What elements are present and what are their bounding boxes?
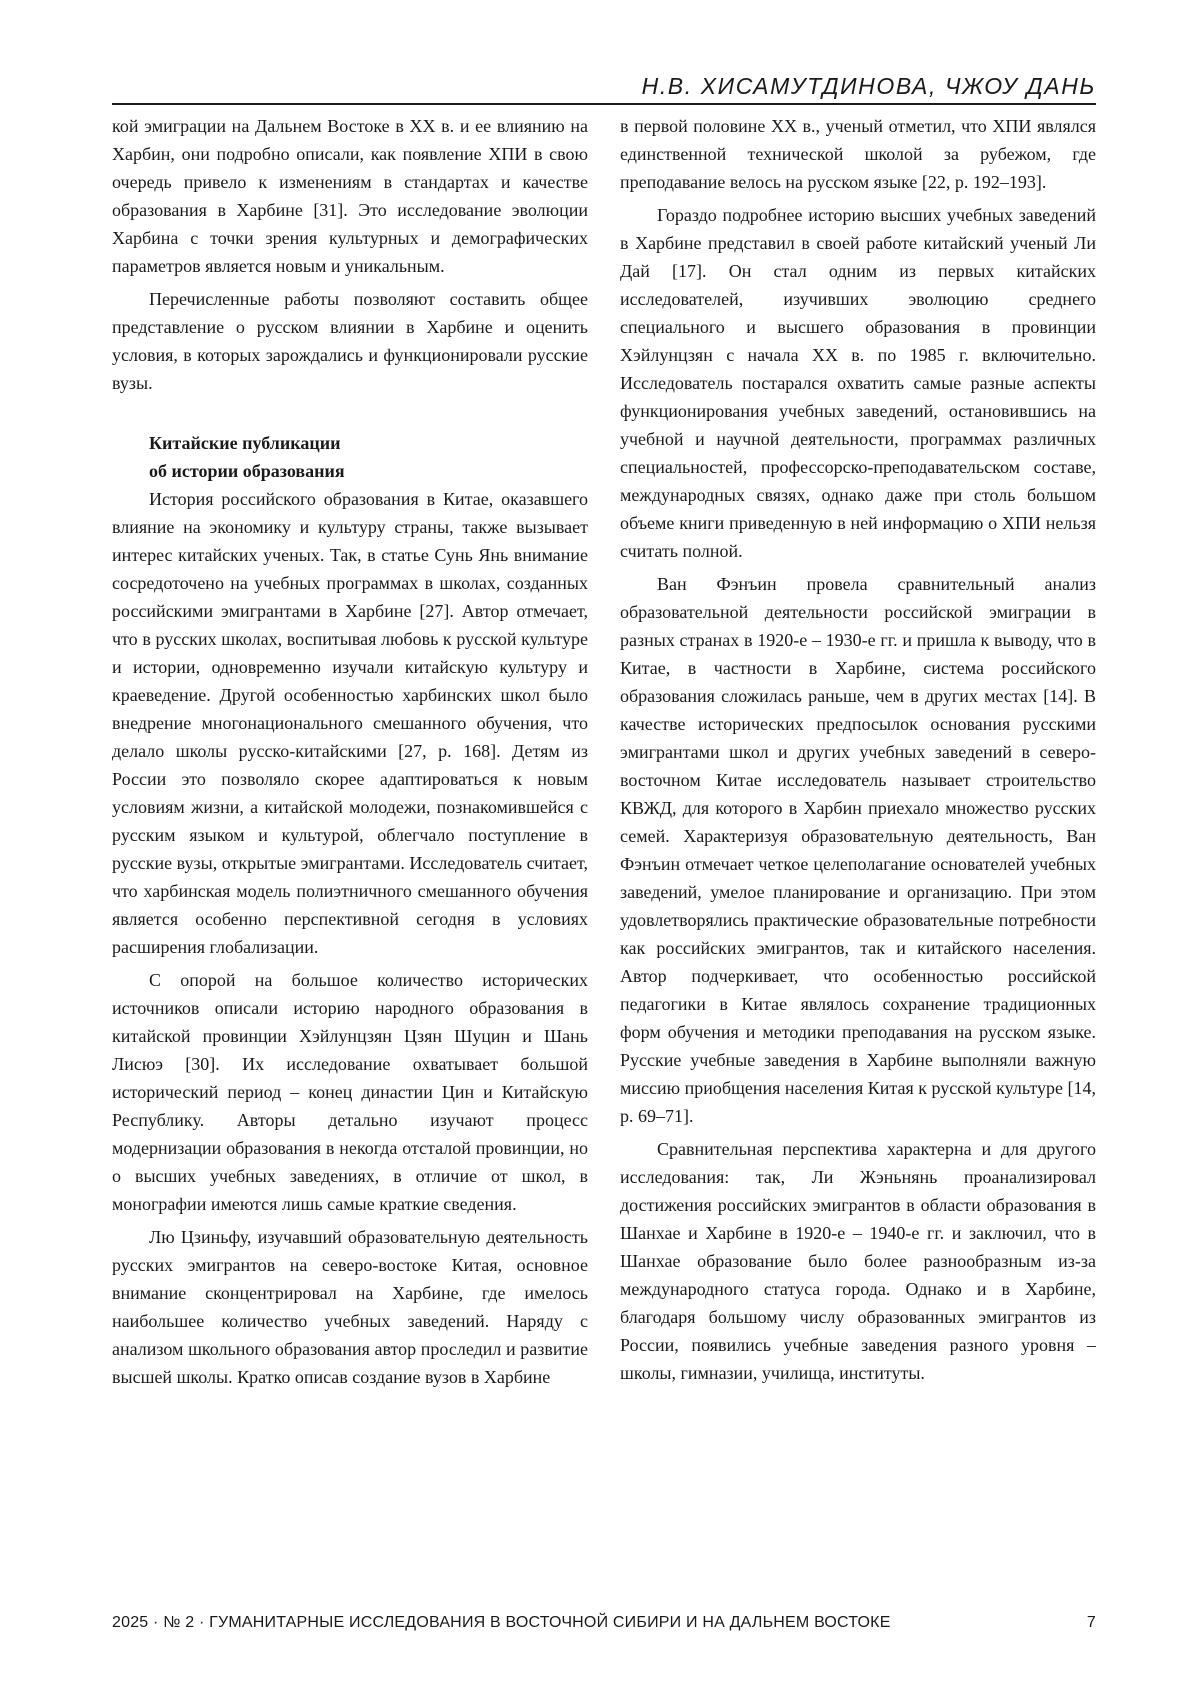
left-column: [112, 112, 588, 1582]
running-head-authors: Н.В. ХИСАМУТДИНОВА, ЧЖОУ ДАНЬ: [641, 73, 1096, 99]
page-number: 7: [1086, 1614, 1096, 1631]
left-paragraph-1: кой эмиграции на Дальнем Востоке в XX в. и ее влиянию на Харбин, они подробно описали, как появление ХПИ в свою очередь привело к изменениям в стандартах и качестве образования в Харбине [31]. Это исследование эволюции Харбина с точки зрения культурных и демографических параметров является новым и уникальным.: [112, 116, 588, 276]
left-paragraph-3: История российского образования в Китае, оказавшего влияние на экономику и культуру страны, также вызывает интерес китайских ученых. Так, в статье Сунь Янь внимание сосредоточено на учебных программах в школах, созданных российскими эмигрантами в Харбине [27]. Автор отмечает, что в русских школах, воспитывая любовь к русской культуре и истории, одновременно изучали китайскую культуру и краеведение. Другой особенностью харбинских школ было внедрение многонационального смешанного обучения, что делало школы русско-китайскими [27, p. 168]. Детям из России это позволяло скорее адаптироваться к новым условиям жизни, а китайской молодежи, познакомившейся с русским языком и культурой, облегчало поступление в русские вузы, открытые эмигрантами. Исследователь считает, что харбинская модель полиэтничного смешанного обучения является особенно перспективной сегодня в условиях расширения глобализации.: [112, 489, 588, 957]
right-paragraph-4: Сравнительная перспектива характерна и для другого исследования: так, Ли Жэньнянь проанализировал достижения российских эмигрантов в области образования в Шанхае и Харбине в 1920-е – 1940-е гг. и заключил, что в Шанхае образование было более разнообразным из-за международного статуса города. Однако и в Харбине, благодаря большому числу образованных эмигрантов из России, появились учебные заведения разного уровня – школы, гимназии, училища, институты.: [620, 1139, 1096, 1383]
page-footer: [112, 1610, 1096, 1636]
footer-journal-title: 2025 · № 2 · ГУМАНИТАРНЫЕ ИССЛЕДОВАНИЯ В ВОСТОЧНОЙ СИБИРИ И НА ДАЛЬНЕМ ВОСТОКЕ: [112, 1614, 891, 1631]
right-column: [620, 112, 1096, 1582]
right-paragraph-3: Ван Фэнъин провела сравнительный анализ образовательной деятельности российской эмиграции в разных странах в 1920-е – 1930-е гг. и пришла к выводу, что в Китае, в частности в Харбине, система российского образования сложилась раньше, чем в других местах [14]. В качестве исторических предпосылок основания русскими эмигрантами школ и других учебных заведений в северо-восточном Китае исследователь называет строительство КВЖД, для которого в Харбин приехало множество русских семей. Характеризуя образовательную деятельность, Ван Фэнъин отмечает четкое целеполагание основателей учебных заведений, умелое планирование и организацию. При этом удовлетворялись практические образовательные потребности как российских эмигрантов, так и китайского населения. Автор подчеркивает, что особенностью российской педагогики в Китае являлось сохранение традиционных форм обучения и методики преподавания на русском языке. Русские учебные заведения в Харбине выполняли важную миссию приобщения населения Китая к русской культуре [14, p. 69–71].: [620, 574, 1096, 1126]
right-paragraph-1: в первой половине XX в., ученый отметил, что ХПИ являлся единственной технической школой за рубежом, где преподавание велось на русском языке [22, p. 192–193].: [620, 116, 1096, 192]
left-paragraph-4: С опорой на большое количество исторических источников описали историю народного образования в китайской провинции Хэйлунцзян Цзян Шуцин и Шань Лисюэ [30]. Их исследование охватывает большой исторический период – конец династии Цин и Китайскую Республику. Авторы детально изучают процесс модернизации образования в некогда отсталой провинции, но о высших учебных заведениях, в отличие от школ, в монографии имеются лишь самые краткие сведения.: [112, 970, 588, 1214]
header-rule: [112, 103, 1096, 105]
section-heading-line-2: об истории образования: [149, 461, 345, 481]
left-paragraph-2: Перечисленные работы позволяют составить общее представление о русском влиянии в Харбине и оценить условия, в которых зарождались и функционировали русские вузы.: [112, 289, 588, 393]
section-heading: [112, 429, 588, 485]
left-paragraph-5: Лю Цзиньфу, изучавший образовательную деятельность русских эмигрантов на северо-востоке Китая, основное внимание сконцентрировал на Харбине, где имелось наибольшее количество учебных заведений. Наряду с анализом школьного образования автор проследил и развитие высшей школы. Кратко описав создание вузов в Харбине: [112, 1227, 588, 1387]
right-paragraph-2: Гораздо подробнее историю высших учебных заведений в Харбине представил в своей работе китайский ученый Ли Дай [17]. Он стал одним из первых китайских исследователей, изучивших эволюцию среднего специального и высшего образования в провинции Хэйлунцзян с начала XX в. по 1985 г. включительно. Исследователь постарался охватить самые разные аспекты функционирования учебных заведений, остановившись на учебной и научной деятельности, программах различных специальностей, профессорско-преподавательском составе, международных связях, однако даже при столь большом объеме книги приведенную в ней информацию о ХПИ нельзя считать полной.: [620, 205, 1096, 561]
section-heading-line-1: Китайские публикации: [149, 433, 341, 453]
